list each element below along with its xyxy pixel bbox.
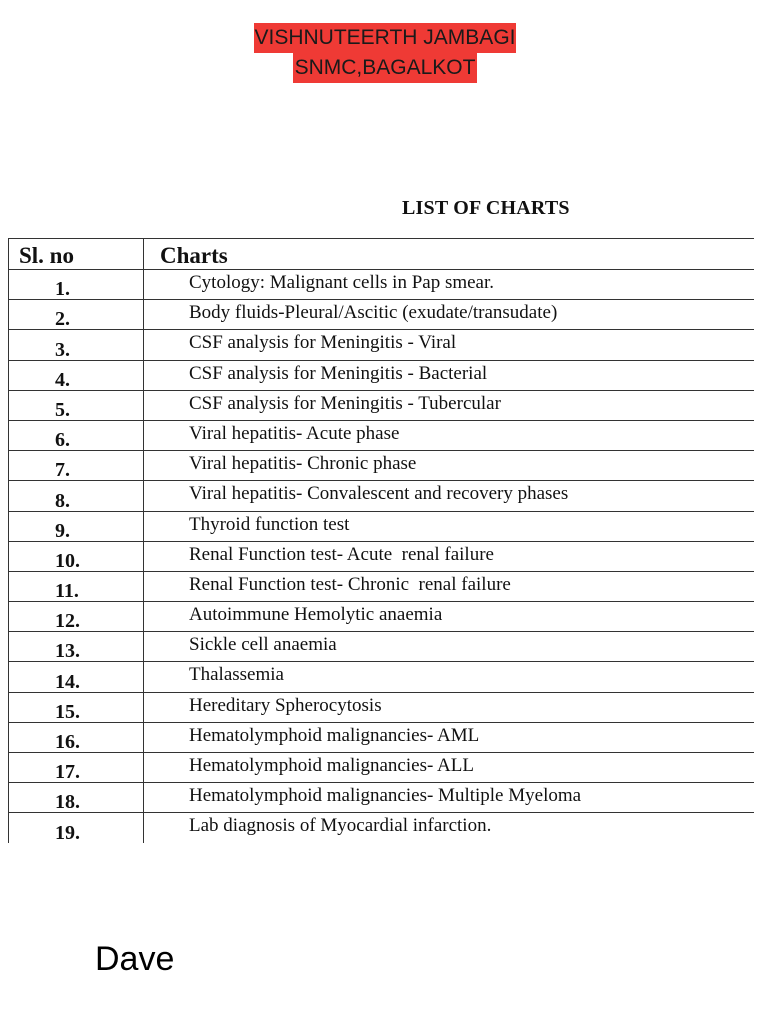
row-chart-name: Hematolymphoid malignancies- ALL <box>144 753 755 783</box>
row-serial-number: 11. <box>9 571 144 601</box>
row-chart-name: Hematolymphoid malignancies- AML <box>144 722 755 752</box>
row-chart-name: Renal Function test- Acute renal failure <box>144 541 755 571</box>
row-serial-number: 1. <box>9 270 144 300</box>
row-chart-name: Thyroid function test <box>144 511 755 541</box>
signature: Dave <box>95 940 175 978</box>
table-body <box>9 270 755 843</box>
row-serial-number: 17. <box>9 753 144 783</box>
row-serial-number: 5. <box>9 390 144 420</box>
row-chart-name: CSF analysis for Meningitis - Viral <box>144 330 755 360</box>
row-serial-number: 15. <box>9 692 144 722</box>
row-chart-name: Renal Function test- Chronic renal failure <box>144 571 755 601</box>
table-row <box>9 662 755 692</box>
row-serial-number: 16. <box>9 722 144 752</box>
table-header-row <box>9 239 755 270</box>
table-row <box>9 390 755 420</box>
row-chart-name: Body fluids-Pleural/Ascitic (exudate/transudate) <box>144 300 755 330</box>
institution-name: SNMC,BAGALKOT <box>293 53 478 83</box>
table-row <box>9 541 755 571</box>
table-row <box>9 481 755 511</box>
page-title: LIST OF CHARTS <box>402 197 570 219</box>
row-serial-number: 2. <box>9 300 144 330</box>
table-row <box>9 270 755 300</box>
table-row <box>9 722 755 752</box>
column-header-sl-no: Sl. no <box>9 239 144 270</box>
table-row <box>9 632 755 662</box>
row-serial-number: 7. <box>9 451 144 481</box>
row-serial-number: 13. <box>9 632 144 662</box>
row-chart-name: CSF analysis for Meningitis - Tubercular <box>144 390 755 420</box>
row-chart-name: CSF analysis for Meningitis - Bacterial <box>144 360 755 390</box>
column-header-charts: Charts <box>144 239 755 270</box>
row-chart-name: Viral hepatitis- Chronic phase <box>144 451 755 481</box>
table-row <box>9 783 755 813</box>
row-chart-name: Hereditary Spherocytosis <box>144 692 755 722</box>
row-serial-number: 19. <box>9 813 144 843</box>
table-row <box>9 511 755 541</box>
row-serial-number: 4. <box>9 360 144 390</box>
row-chart-name: Thalassemia <box>144 662 755 692</box>
row-chart-name: Hematolymphoid malignancies- Multiple Myeloma <box>144 783 755 813</box>
charts-table <box>8 238 754 843</box>
table-row <box>9 300 755 330</box>
row-serial-number: 18. <box>9 783 144 813</box>
row-chart-name: Sickle cell anaemia <box>144 632 755 662</box>
row-chart-name: Autoimmune Hemolytic anaemia <box>144 602 755 632</box>
row-chart-name: Lab diagnosis of Myocardial infarction. <box>144 813 755 843</box>
row-chart-name: Cytology: Malignant cells in Pap smear. <box>144 270 755 300</box>
header-block <box>234 23 536 83</box>
row-serial-number: 9. <box>9 511 144 541</box>
row-serial-number: 6. <box>9 420 144 450</box>
table-row <box>9 753 755 783</box>
table-row <box>9 692 755 722</box>
row-chart-name: Viral hepatitis- Convalescent and recovery phases <box>144 481 755 511</box>
table-row <box>9 813 755 843</box>
table-row <box>9 571 755 601</box>
row-serial-number: 10. <box>9 541 144 571</box>
row-serial-number: 14. <box>9 662 144 692</box>
table-row <box>9 360 755 390</box>
table-row <box>9 420 755 450</box>
row-chart-name: Viral hepatitis- Acute phase <box>144 420 755 450</box>
table-row <box>9 330 755 360</box>
row-serial-number: 8. <box>9 481 144 511</box>
row-serial-number: 12. <box>9 602 144 632</box>
table-row <box>9 602 755 632</box>
table-row <box>9 451 755 481</box>
row-serial-number: 3. <box>9 330 144 360</box>
student-name: VISHNUTEERTH JAMBAGI <box>254 23 517 53</box>
